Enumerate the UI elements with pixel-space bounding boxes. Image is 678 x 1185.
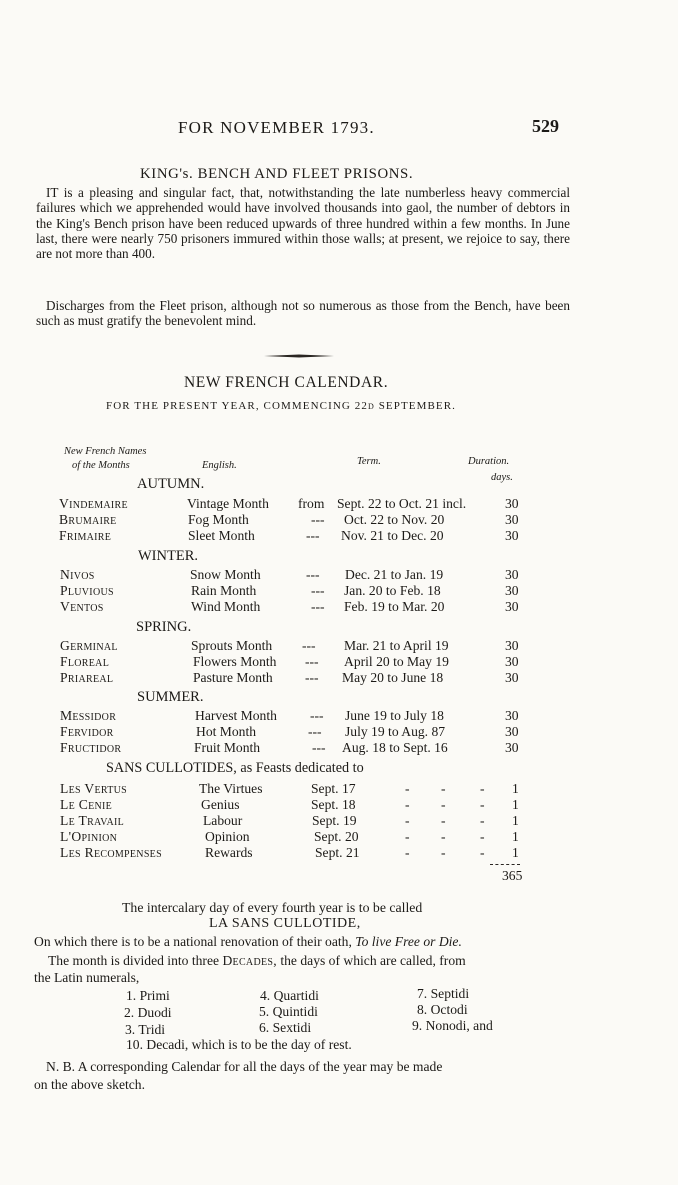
feast-dash: - xyxy=(441,797,446,812)
feast-date: Sept. 18 xyxy=(311,797,356,812)
calendar-row xyxy=(0,567,678,584)
calendar-row xyxy=(0,724,678,741)
feast-row xyxy=(0,797,678,814)
term: Sept. 22 to Oct. 21 incl. xyxy=(337,496,467,511)
dash: --- xyxy=(305,654,319,669)
calendar-row xyxy=(0,708,678,725)
days: 30 xyxy=(505,528,519,543)
days: 30 xyxy=(505,724,519,739)
calendar-row xyxy=(0,512,678,529)
french-name: Fructidor xyxy=(60,740,122,755)
feast-dash: - xyxy=(441,829,446,844)
feast-days: 1 xyxy=(512,813,519,828)
english-name: Pasture Month xyxy=(193,670,273,685)
term: April 20 to May 19 xyxy=(344,654,449,669)
season-heading: AUTUMN. xyxy=(137,476,205,492)
feast-row xyxy=(0,781,678,798)
calendar-row xyxy=(0,528,678,545)
dash: --- xyxy=(310,708,324,723)
col-head-duration-2: days. xyxy=(491,472,513,483)
feast-french: Les Vertus xyxy=(60,781,128,796)
oath-line xyxy=(34,934,462,950)
feast-french: L'Opinion xyxy=(60,829,118,844)
col-head-duration-1: Duration. xyxy=(468,456,510,467)
season-heading: SPRING. xyxy=(136,619,192,635)
col-head-french-1: New French Names xyxy=(64,446,147,457)
numeral: 3. Tridi xyxy=(125,1022,166,1037)
english-name: Wind Month xyxy=(191,599,261,614)
ornament-divider-svg xyxy=(264,354,334,358)
decadi-line: 10. Decadi, which is to be the day of rest. xyxy=(126,1037,352,1052)
feast-dash: - xyxy=(405,797,410,812)
feast-dash: - xyxy=(441,781,446,796)
col-head-english: English. xyxy=(202,460,237,471)
numeral: 2. Duodi xyxy=(124,1005,172,1020)
intercalary-line: The intercalary day of every fourth year is to be called xyxy=(122,900,423,915)
feast-days: 1 xyxy=(512,829,519,844)
term: Oct. 22 to Nov. 20 xyxy=(344,512,445,527)
feast-dash: - xyxy=(405,813,410,828)
term: Aug. 18 to Sept. 16 xyxy=(342,740,448,755)
feast-english: The Virtues xyxy=(199,781,263,796)
col-head-term: Term. xyxy=(357,456,381,467)
numeral: 9. Nonodi, and xyxy=(412,1018,493,1033)
calendar-subtitle: FOR THE PRESENT YEAR, COMMENCING 22d SEPTEMBER. xyxy=(106,400,457,412)
season-heading: WINTER. xyxy=(138,548,198,564)
days: 30 xyxy=(505,654,519,669)
days: 30 xyxy=(505,567,519,582)
feast-date: Sept. 17 xyxy=(311,781,356,796)
dash: from xyxy=(298,496,325,511)
calendar-row xyxy=(0,583,678,600)
term: May 20 to June 18 xyxy=(342,670,444,685)
term: Nov. 21 to Dec. 20 xyxy=(341,528,444,543)
term: Jan. 20 to Feb. 18 xyxy=(344,583,441,598)
dash: --- xyxy=(311,583,325,598)
sans-cullotides-heading: SANS CULLOTIDES, as Feasts dedicated to xyxy=(106,760,364,776)
french-name: Floreal xyxy=(60,654,110,669)
feast-dash: - xyxy=(480,845,485,860)
french-name: Messidor xyxy=(60,708,117,723)
french-name: Germinal xyxy=(60,638,118,653)
feast-dash: - xyxy=(480,813,485,828)
feast-dash: - xyxy=(405,781,410,796)
nb-line-1: N. B. A corresponding Calendar for all the days of the year may be made xyxy=(46,1059,443,1074)
nb-line-2: on the above sketch. xyxy=(34,1077,145,1092)
days: 30 xyxy=(505,740,519,755)
english-name: Sprouts Month xyxy=(191,638,273,653)
feast-dash: - xyxy=(480,781,485,796)
feast-french: Les Recompenses xyxy=(60,845,162,860)
feast-date: Sept. 21 xyxy=(315,845,360,860)
feast-row xyxy=(0,845,678,862)
days: 30 xyxy=(505,583,519,598)
days: 30 xyxy=(505,496,519,511)
dash: --- xyxy=(311,512,325,527)
feast-date: Sept. 19 xyxy=(312,813,357,828)
numeral: 7. Septidi xyxy=(417,986,470,1001)
calendar-row xyxy=(0,654,678,671)
feast-english: Labour xyxy=(203,813,243,828)
decades-line xyxy=(48,953,466,969)
oath-text: On which there is to be a national renovation of their oath, xyxy=(34,934,352,949)
term: Dec. 21 to Jan. 19 xyxy=(345,567,444,582)
days: 30 xyxy=(505,708,519,723)
numeral: 8. Octodi xyxy=(417,1002,468,1017)
prisons-paragraph-1: IT is a pleasing and singular fact, that, notwithstanding the late numberless heavy commercial failures which we apprehended would have involved thousands into gaol, the number of debtors in the King's Bench prison have been reduced upwards of three hundred within a few months. In June last, there were nearly 750 prisoners immured within those walls; at present, we rejoice to say, there are not more than 400. xyxy=(36,185,570,262)
french-name: Vindemaire xyxy=(59,496,128,511)
dash: --- xyxy=(312,740,326,755)
feast-french: Le Cenie xyxy=(60,797,113,812)
dash: --- xyxy=(306,528,320,543)
english-name: Vintage Month xyxy=(187,496,269,511)
feast-dash: - xyxy=(441,845,446,860)
term: Feb. 19 to Mar. 20 xyxy=(344,599,445,614)
days: 30 xyxy=(505,670,519,685)
oath-motto: To live Free or Die. xyxy=(355,934,462,949)
dash: --- xyxy=(305,670,319,685)
english-name: Hot Month xyxy=(196,724,257,739)
french-name: Frimaire xyxy=(59,528,112,543)
feast-row xyxy=(0,829,678,846)
calendar-row xyxy=(0,599,678,616)
term: June 19 to July 18 xyxy=(345,708,444,723)
french-name: Nivos xyxy=(60,567,95,582)
feast-days: 1 xyxy=(512,781,519,796)
season-heading: SUMMER. xyxy=(137,689,204,705)
feast-dash: - xyxy=(441,813,446,828)
ornament-divider xyxy=(264,345,334,349)
french-name: Brumaire xyxy=(59,512,117,527)
total-days: 365 xyxy=(502,868,523,883)
french-name: Fervidor xyxy=(60,724,114,739)
prisons-paragraph-2: Discharges from the Fleet prison, although not so numerous as those from the Bench, have been such as must gratify the benevolent mind. xyxy=(36,298,570,329)
sum-rule xyxy=(490,864,520,865)
page-number: 529 xyxy=(532,116,559,136)
dash: --- xyxy=(306,567,320,582)
decades-text-1: The month is divided into three xyxy=(48,953,220,968)
feast-dash: - xyxy=(480,829,485,844)
feast-dash: - xyxy=(480,797,485,812)
feast-days: 1 xyxy=(512,797,519,812)
numeral: 5. Quintidi xyxy=(259,1004,318,1019)
days: 30 xyxy=(505,512,519,527)
french-name: Ventos xyxy=(60,599,104,614)
english-name: Flowers Month xyxy=(193,654,277,669)
calendar-row xyxy=(0,638,678,655)
english-name: Snow Month xyxy=(190,567,261,582)
numeral: 1. Primi xyxy=(126,988,170,1003)
calendar-row xyxy=(0,496,678,513)
decades-line-2: the Latin numerals, xyxy=(34,970,140,985)
col-head-french-2: of the Months xyxy=(72,460,130,471)
dash: --- xyxy=(308,724,322,739)
calendar-row xyxy=(0,670,678,687)
decades-text-2: the days of which are called, from xyxy=(280,953,466,968)
feast-row xyxy=(0,813,678,830)
english-name: Harvest Month xyxy=(195,708,277,723)
english-name: Sleet Month xyxy=(188,528,255,543)
numeral: 4. Quartidi xyxy=(260,988,319,1003)
english-name: Rain Month xyxy=(191,583,257,598)
feast-dash: - xyxy=(405,845,410,860)
feast-french: Le Travail xyxy=(60,813,125,828)
english-name: Fog Month xyxy=(188,512,249,527)
running-head: FOR NOVEMBER 1793. xyxy=(178,118,375,137)
term: Mar. 21 to April 19 xyxy=(344,638,449,653)
calendar-row xyxy=(0,740,678,757)
dash: --- xyxy=(302,638,316,653)
la-sans-cullotide: LA SANS CULLOTIDE, xyxy=(209,916,361,931)
feast-date: Sept. 20 xyxy=(314,829,359,844)
feast-english: Genius xyxy=(201,797,240,812)
feast-english: Rewards xyxy=(205,845,253,860)
feast-english: Opinion xyxy=(205,829,250,844)
days: 30 xyxy=(505,599,519,614)
french-name: Priareal xyxy=(60,670,114,685)
english-name: Fruit Month xyxy=(194,740,261,755)
feast-days: 1 xyxy=(512,845,519,860)
numeral: 6. Sextidi xyxy=(259,1020,312,1035)
feast-dash: - xyxy=(405,829,410,844)
days: 30 xyxy=(505,638,519,653)
french-name: Pluvious xyxy=(60,583,114,598)
article-title-prisons: KING's. BENCH AND FLEET PRISONS. xyxy=(140,166,414,182)
decades-word: Decades, xyxy=(222,953,277,968)
article-title-calendar: NEW FRENCH CALENDAR. xyxy=(184,374,389,391)
term: July 19 to Aug. 87 xyxy=(345,724,446,739)
dash: --- xyxy=(311,599,325,614)
